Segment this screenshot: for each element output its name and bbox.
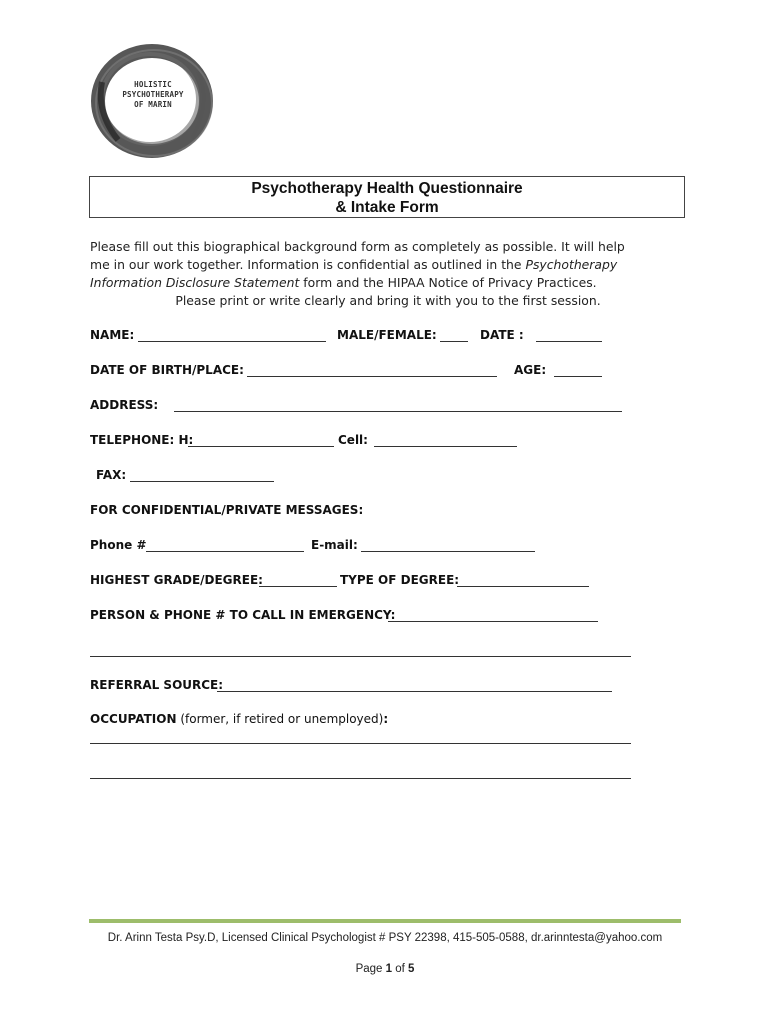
logo-text bbox=[88, 80, 218, 110]
phone-field[interactable] bbox=[146, 538, 304, 552]
occupation-line-2[interactable] bbox=[90, 777, 631, 779]
occupation-note: (former, if retired or unemployed) bbox=[176, 712, 384, 726]
form-title-line-2: & Intake Form bbox=[335, 199, 439, 216]
page-total: 5 bbox=[408, 963, 415, 975]
date-field[interactable] bbox=[536, 328, 602, 342]
intro-paragraph bbox=[90, 238, 686, 310]
age-field[interactable] bbox=[554, 363, 602, 377]
intro-line-2 bbox=[90, 256, 686, 274]
intro-line-3-text: form and the HIPAA Notice of Privacy Practices. bbox=[299, 275, 597, 290]
grade-label: HIGHEST GRADE/DEGREE: bbox=[90, 573, 263, 587]
email-label: E-mail: bbox=[311, 538, 358, 552]
telephone-home-field[interactable] bbox=[188, 433, 334, 447]
page-number bbox=[0, 963, 770, 975]
grade-field[interactable] bbox=[259, 573, 337, 587]
emergency-label: PERSON & PHONE # TO CALL IN EMERGENCY: bbox=[90, 608, 396, 622]
date-label: DATE : bbox=[480, 328, 524, 342]
occupation-label: OCCUPATION bbox=[90, 712, 177, 726]
form-title-box bbox=[89, 176, 685, 218]
intro-line-1: Please fill out this biographical background form as completely as possible. It will help bbox=[90, 239, 625, 254]
phone-label: Phone # bbox=[90, 538, 147, 552]
telephone-label: TELEPHONE: H: bbox=[90, 433, 194, 447]
intro-psychotherapy-italic: Psychotherapy bbox=[525, 257, 618, 272]
logo-line-2: PSYCHOTHERAPY bbox=[122, 90, 184, 99]
occupation-colon: : bbox=[383, 712, 389, 726]
intro-line-3 bbox=[90, 274, 686, 292]
page-of: of bbox=[392, 963, 409, 975]
fax-field[interactable] bbox=[130, 468, 274, 482]
address-label: ADDRESS: bbox=[90, 398, 159, 412]
logo-line-3: OF MARIN bbox=[134, 100, 172, 109]
referral-field[interactable] bbox=[217, 678, 612, 692]
page-current: 1 bbox=[385, 963, 393, 975]
dob-field[interactable] bbox=[247, 363, 497, 377]
name-field[interactable] bbox=[138, 328, 326, 342]
practice-logo bbox=[88, 42, 218, 160]
occupation-row bbox=[90, 712, 388, 730]
emergency-field[interactable] bbox=[388, 608, 598, 622]
footer-contact: Dr. Arinn Testa Psy.D, Licensed Clinical Psychologist # PSY 22398, 415-505-0588, dr.arinntesta@yahoo.com bbox=[107, 932, 663, 944]
intro-line-2-text: me in our work together. Information is confidential as outlined in the bbox=[90, 257, 526, 272]
cell-field[interactable] bbox=[374, 433, 517, 447]
address-field[interactable] bbox=[174, 398, 622, 412]
footer-divider bbox=[89, 919, 681, 923]
logo-line-1: HOLISTIC bbox=[134, 80, 172, 89]
sex-label: MALE/FEMALE: bbox=[337, 328, 437, 342]
referral-label: REFERRAL SOURCE: bbox=[90, 678, 224, 692]
intro-line-4: Please print or write clearly and bring it with you to the first session. bbox=[175, 293, 601, 308]
page-label: Page bbox=[355, 963, 386, 975]
emergency-continuation-line[interactable] bbox=[90, 655, 631, 657]
form-title-line-1: Psychotherapy Health Questionnaire bbox=[251, 180, 523, 197]
degree-type-field[interactable] bbox=[457, 573, 589, 587]
name-label: NAME: bbox=[90, 328, 135, 342]
sex-field[interactable] bbox=[440, 328, 468, 342]
degree-type-label: TYPE OF DEGREE: bbox=[340, 573, 460, 587]
cell-label: Cell: bbox=[338, 433, 368, 447]
fax-label: FAX: bbox=[96, 468, 127, 482]
confidential-label: FOR CONFIDENTIAL/PRIVATE MESSAGES: bbox=[90, 503, 364, 517]
email-field[interactable] bbox=[361, 538, 535, 552]
occupation-line-1[interactable] bbox=[90, 742, 631, 744]
intro-disclosure-italic: Information Disclosure Statement bbox=[90, 275, 300, 290]
age-label: AGE: bbox=[514, 363, 547, 377]
dob-label: DATE OF BIRTH/PLACE: bbox=[90, 363, 244, 377]
